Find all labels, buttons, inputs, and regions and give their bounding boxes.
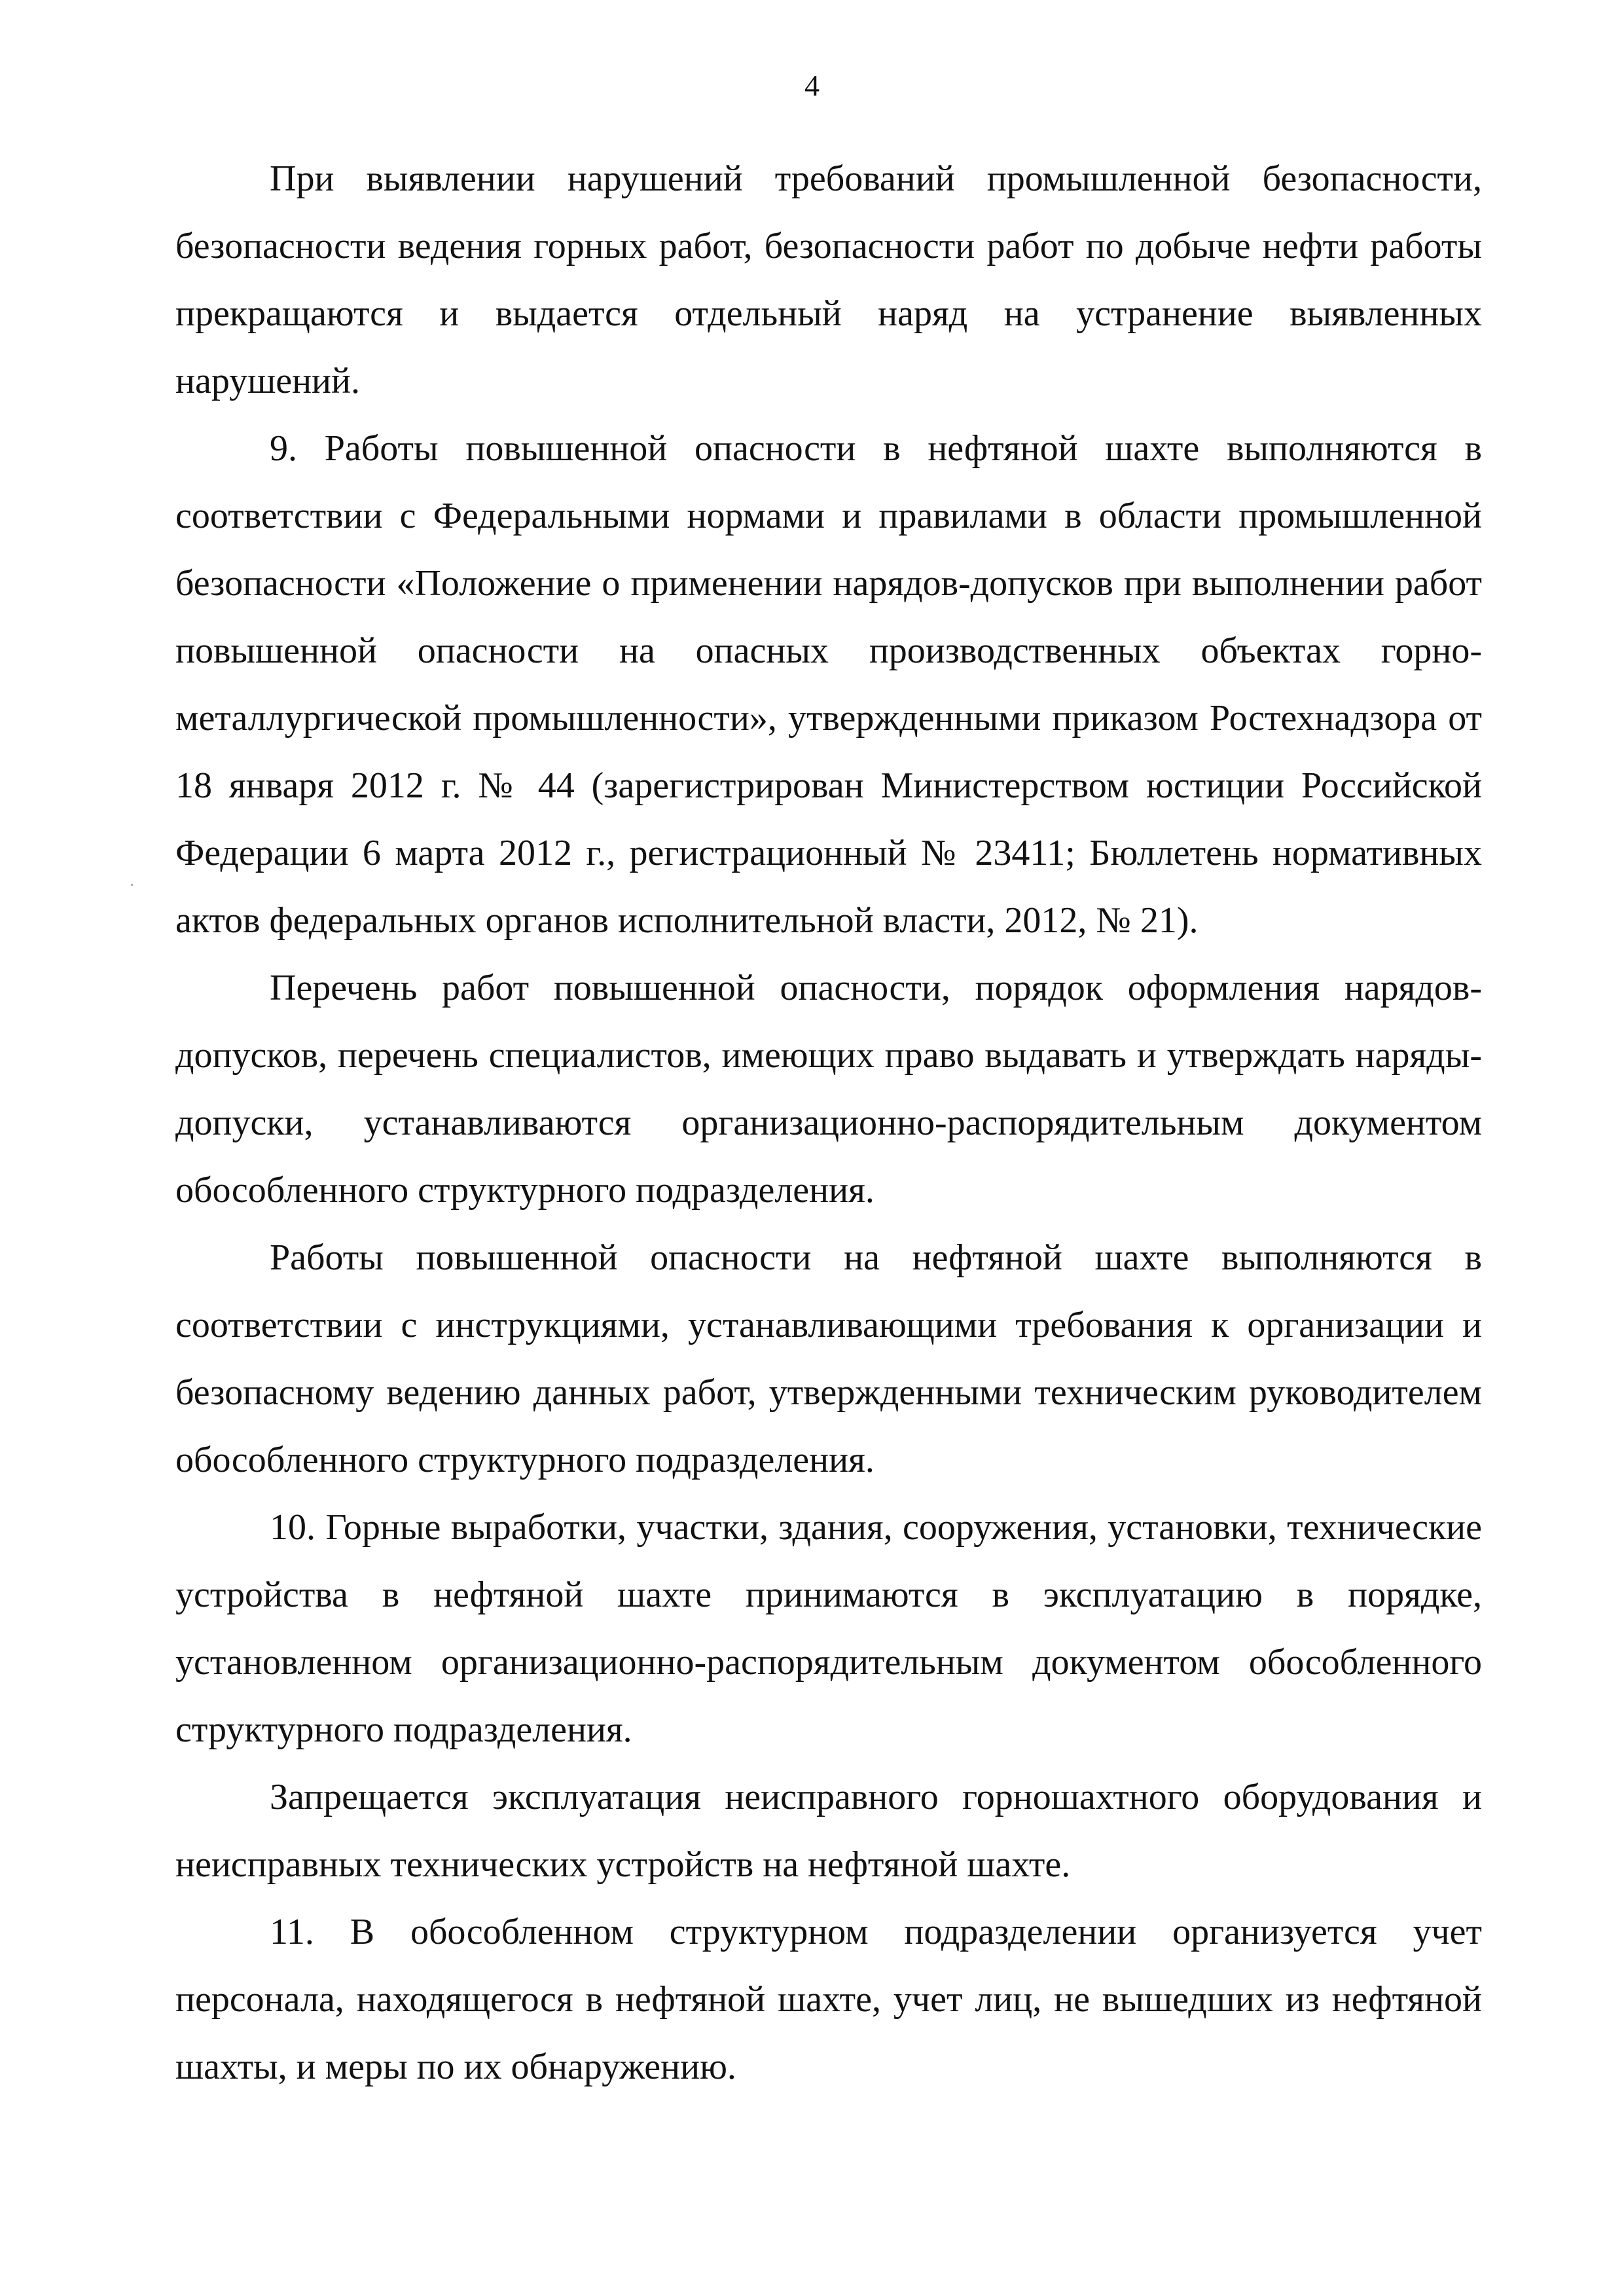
paragraph-instructions: Работы повышенной опасности на нефтяной шахте выполняются в соответствии с инструкциями, устанавливающими требования к организации и безопасному ведению данных работ, утвержденными техническим руководителем обособленного структурного подразделения.	[175, 1237, 1482, 1480]
paragraph-item-10: 10. Горные выработки, участки, здания, сооружения, установки, технические устройства в нефтяной шахте принимаются в эксплуатацию в порядке, установленном организационно-распорядительным документом обособленного структурного подразделения.	[175, 1507, 1482, 1750]
paragraph-item-11: 11. В обособленном структурном подразделении организуется учет персонала, находящегося в нефтяной шахте, учет лиц, не вышедших из нефтяной шахты, и меры по их обнаружению.	[175, 1912, 1482, 2087]
page-number: 4	[804, 69, 820, 102]
paragraph-violations: При выявлении нарушений требований промышленной безопасности, безопасности ведения горных работ, безопасности работ по добыче нефти работы прекращаются и выдается отдельный наряд на устранение выявленных нарушений.	[175, 158, 1482, 401]
paragraph-item-9: 9. Работы повышенной опасности в нефтяной шахте выполняются в соответствии с Федеральными нормами и правилами в области промышленной безопасности «Положение о применении нарядов-допусков при выполнении работ повышенной опасности на опасных производственных объектах горно-металлургической промышленности», утвержденными приказом Ростехнадзора от 18 января 2012 г. № 44 (зарегистрирован Министерством юстиции Российской Федерации 6 марта 2012 г., регистрационный № 23411; Бюллетень нормативных актов федеральных органов исполнительной власти, 2012, № 21).	[175, 428, 1482, 941]
document-body	[175, 145, 1482, 2101]
paragraph-prohibition: Запрещается эксплуатация неисправного горношахтного оборудования и неисправных технических устройств на нефтяной шахте.	[175, 1777, 1482, 1885]
paragraph-work-list: Перечень работ повышенной опасности, порядок оформления нарядов-допусков, перечень специалистов, имеющих право выдавать и утверждать наряды-допуски, устанавливаются организационно-распорядительным документом обособленного структурного подразделения.	[175, 968, 1482, 1211]
scan-speck	[131, 884, 133, 886]
